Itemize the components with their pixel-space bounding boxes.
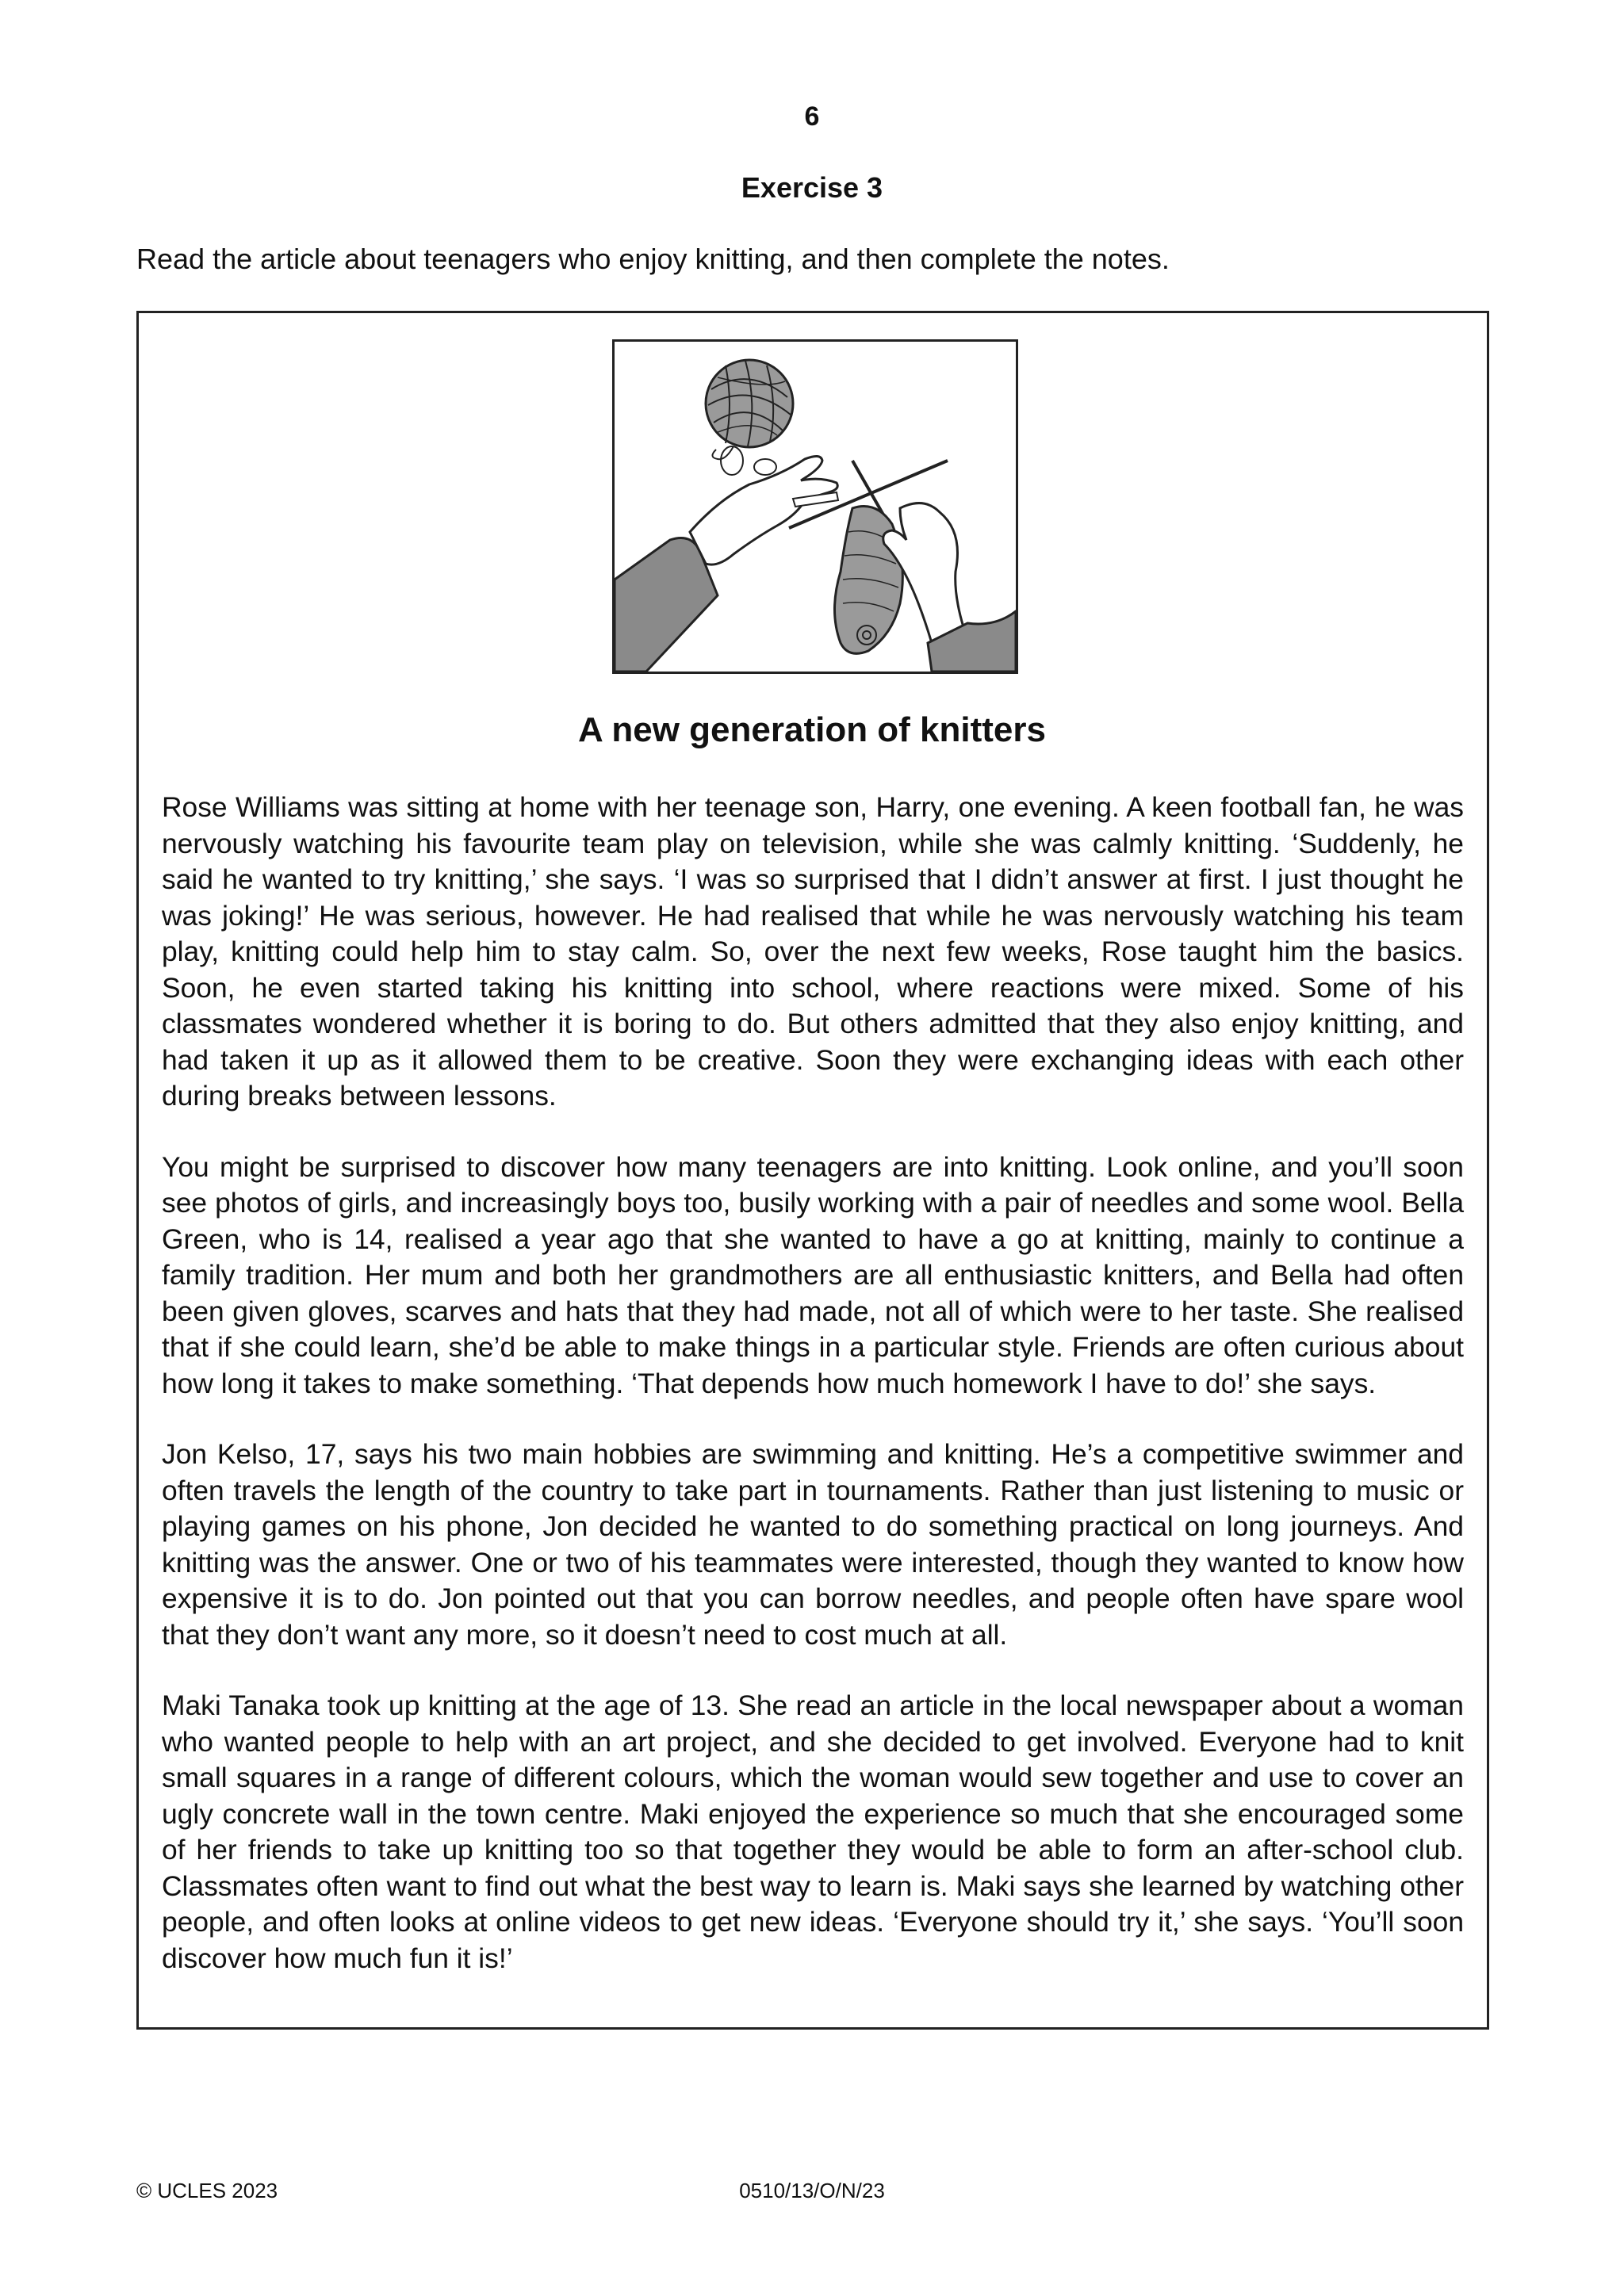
article-paragraph: Maki Tanaka took up knitting at the age of 13. She read an article in the local newspaper about a woman who wanted people to help with an art project, and she decided to get involved. Everyone had to knit small squares in a range of different colours, which the woman would sew together and use to cover an ugly concrete wall in the town centre. Maki enjoyed the experience so much that she encouraged some of her friends to take up knitting too so that together they would be able to form an after-school club. Classmates often want to find out what the best way to learn is. Maki says she learned by watching other people, and often looks at online videos to get new ideas. ‘Everyone should try it,’ she says. ‘You’ll soon discover how much fun it is!’ (162, 1689, 1464, 1974)
article-paragraph: Jon Kelso, 17, says his two main hobbies are swimming and knitting. He’s a competitive swimmer and often travels the length of the country to take part in tournaments. Rather than just listening to music or playing games on his phone, Jon decided he wanted to do something practical on long journeys. And knitting was the answer. One or two of his teammates were interested, though they wanted to know how expensive it is to do. Jon pointed out that you can borrow needles, and people often have spare wool that they don’t want any more, so it doesn’t need to cost much at all. (162, 1438, 1464, 1651)
article-title: A new generation of knitters (577, 710, 1046, 749)
footer-copyright: © UCLES 2023 (136, 2179, 278, 2202)
exercise-title: Exercise 3 (741, 171, 883, 204)
page-number: 6 (804, 101, 820, 132)
knitting-hands-illustration (612, 339, 1018, 674)
article-paragraph: Rose Williams was sitting at home with her teenage son, Harry, one evening. A keen football fan, he was nervously watching his favourite team play on television, while she was calmly knitting. ‘Suddenly, he said he wanted to try knitting,’ she says. ‘I was so surprised that I didn’t answer at first. I just thought he was joking!’ He was serious, however. He had realised that while he was nervously watching his team play, knitting could help him to stay calm. So, over the next few weeks, Rose taught him the basics. Soon, he even started taking his knitting into school, where reactions were mixed. Some of his classmates wondered whether it is boring to do. But others admitted that they also enjoy knitting, and had taken it up as it allowed them to be creative. Soon they were exchanging ideas with each other during breaks between lessons. (162, 791, 1464, 1112)
article-paragraph: You might be surprised to discover how many teenagers are into knitting. Look online, and you’ll soon see photos of girls, and increasingly boys too, busily working with a pair of needles and some wool. Bella Green, who is 14, realised a year ago that she wanted to have a go at knitting, mainly to continue a family tradition. Her mum and both her grandmothers are all enthusiastic knitters, and Bella had often been given gloves, scarves and hats that they had made, not all of which were to her taste. She realised that if she could learn, she’d be able to make things in a particular style. Friends are often curious about how long it takes to make something. ‘That depends how much homework I have to do!’ she says. (162, 1150, 1464, 1399)
footer-paper-code: 0510/13/O/N/23 (739, 2179, 885, 2202)
article-body (162, 790, 1464, 2011)
instruction-text: Read the article about teenagers who enjoy knitting, and then complete the notes. (136, 243, 1170, 275)
wool-ball-icon (706, 360, 793, 459)
knitted-scarf-icon (835, 507, 903, 654)
